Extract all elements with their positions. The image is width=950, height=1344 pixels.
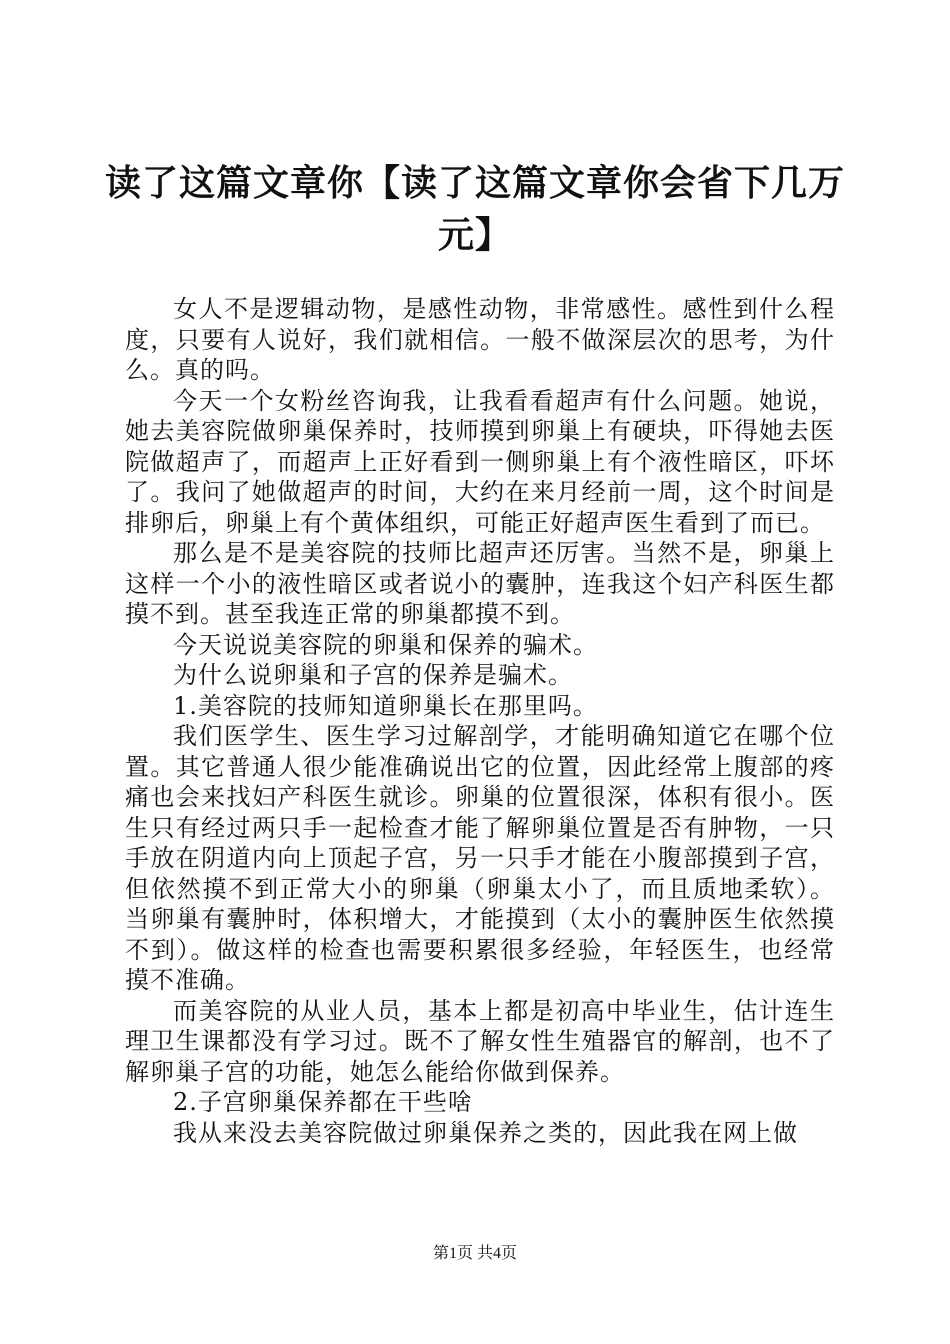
document-body (125, 294, 835, 1148)
paragraph: 我从来没去美容院做过卵巢保养之类的，因此我在网上做 (173, 1118, 798, 1147)
paragraph: 今天说说美容院的卵巢和保养的骗术。 (173, 630, 598, 659)
section-heading: 2.子宫卵巢保养都在干些啥 (173, 1088, 473, 1116)
paragraph: 为什么说卵巢和子宫的保养是骗术。 (173, 661, 573, 689)
document-title: 读了这篇文章你【读了这篇文章你会省下几万元】 (104, 163, 845, 256)
paragraph: 而美容院的从业人员，基本上都是初高中毕业生，估计连生理卫生课都没有学习过。既不了解女性生殖器官的解剖，也不了解卵巢子宫的功能，她怎么能给你做到保养。 (125, 996, 835, 1086)
paragraph: 那么是不是美容院的技师比超声还厉害。当然不是，卵巢上这样一个小的液性暗区或者说小的囊肿，连我这个妇产科医生都摸不到。甚至我连正常的卵巢都摸不到。 (125, 539, 835, 628)
paragraph: 我们医学生、医生学习过解剖学，才能明确知道它在哪个位置。其它普通人很少能准确说出它的位置，因此经常上腹部的疼痛也会来找妇产科医生就诊。卵巢的位置很深，体积有很小。医生只有经过两只手一起检查才能了解卵巢位置是否有肿物，一只手放在阴道内向上顶起子宫，另一只手才能在小腹部摸到子宫，但依然摸不到正常大小的卵巢（卵巢太小了，而且质地柔软）。当卵巢有囊肿时，体积增大，才能摸到（太小的囊肿医生依然摸不到）。做这样的检查也需要积累很多经验，年轻医生，也经常摸不准确。 (125, 722, 835, 994)
page-footer: 第1页 共4页 (432, 1245, 517, 1262)
section-heading: 1.美容院的技师知道卵巢长在那里吗。 (173, 691, 598, 720)
paragraph: 女人不是逻辑动物，是感性动物，非常感性。感性到什么程度，只要有人说好，我们就相信。一般不做深层次的思考，为什么。真的吗。 (125, 295, 835, 384)
paragraph: 今天一个女粉丝咨询我，让我看看超声有什么问题。她说，她去美容院做卵巢保养时，技师摸到卵巢上有硬块，吓得她去医院做超声了，而超声上正好看到一侧卵巢上有个液性暗区，吓坏了。我问了她做超声的时间，大约在来月经前一周，这个时间是排卵后，卵巢上有个黄体组织，可能正好超声医生看到了而已。 (125, 386, 835, 537)
